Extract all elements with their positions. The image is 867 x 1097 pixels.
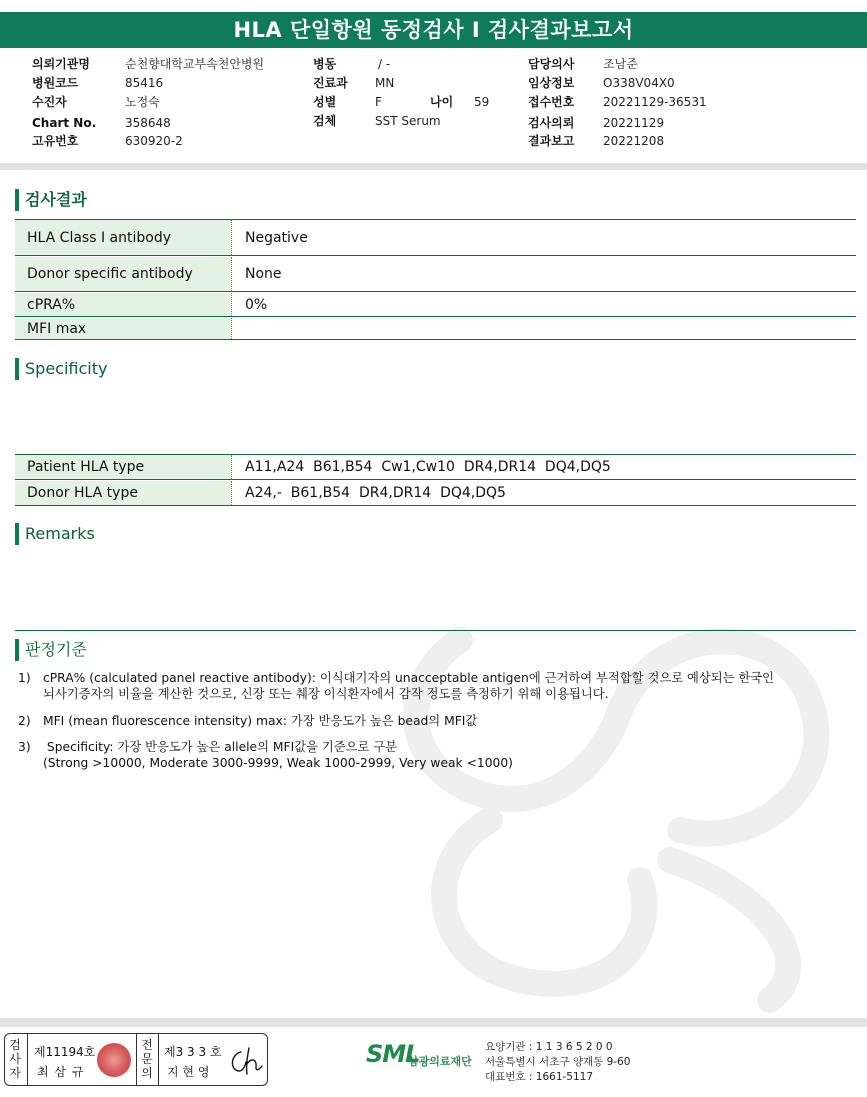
ward-value: / -	[378, 57, 391, 71]
doctor-value: 조남준	[603, 57, 638, 71]
chart-no-value: 358648	[125, 116, 171, 130]
patient-name-value: 노정숙	[125, 95, 160, 109]
specimen-value: SST Serum	[375, 114, 441, 128]
examiner-license-no: 제11194호	[34, 1045, 96, 1059]
criteria-number: 3)	[18, 740, 31, 754]
specimen-label: 검체	[313, 114, 337, 128]
results-heading: 검사결과	[15, 189, 87, 211]
footer-divider	[0, 1018, 867, 1027]
clinical-info-value: O338V04X0	[603, 76, 675, 90]
examiner-seal	[97, 1043, 131, 1077]
approver-license-no: 제3 3 3 호	[164, 1045, 222, 1059]
institution-code: 요양기관 : 1 1 3 6 5 2 0 0	[485, 1041, 613, 1053]
sex-value: F	[375, 95, 382, 109]
unique-no-value: 630920-2	[125, 134, 183, 148]
criteria-number: 2)	[18, 714, 31, 728]
signature-separator	[158, 1034, 159, 1085]
result-value: Negative	[245, 229, 308, 246]
watermark-logo	[340, 560, 860, 1020]
table-row	[15, 455, 856, 480]
report-date-value: 20221208	[603, 134, 665, 148]
report-date-label: 결과보고	[528, 134, 575, 148]
examiner-name: 최 삼 규	[37, 1065, 85, 1079]
criteria-heading: 판정기준	[15, 639, 87, 661]
report-title: HLA 단일항원 동정검사 I 검사결과보고서	[233, 18, 634, 42]
department-value: MN	[375, 76, 395, 90]
organization-address: 서울특별시 서초구 양재동 9-60	[485, 1056, 631, 1068]
sex-label: 성별	[313, 95, 337, 109]
examiner-label: 검 사 자	[9, 1038, 21, 1080]
department-label: 진료과	[313, 76, 348, 90]
age-label: 나이	[430, 95, 454, 109]
receipt-no-value: 20221129-36531	[603, 95, 707, 109]
signature-box	[4, 1033, 268, 1086]
hospital-code-value: 85416	[125, 76, 164, 90]
request-date-value: 20221129	[603, 116, 665, 130]
table-row	[15, 257, 856, 292]
result-value	[232, 318, 856, 339]
criteria-item	[18, 739, 838, 773]
table-row	[15, 481, 856, 506]
approver-signature	[227, 1044, 265, 1078]
hla-type-value: A11,A24 B61,B54 Cw1,Cw10 DR4,DR14 DQ4,DQ5	[245, 459, 611, 475]
sml-logo: SML	[366, 1040, 420, 1068]
organization-phone: 대표번호 : 1661-5117	[485, 1071, 594, 1083]
clinical-info-label: 임상정보	[528, 76, 575, 90]
unique-no-label: 고유번호	[32, 134, 79, 148]
organization-info	[485, 1040, 630, 1085]
remarks-bottom-line	[15, 630, 856, 631]
organization-name: 삼광의료재단	[408, 1055, 472, 1068]
chart-no-label: Chart No.	[32, 116, 97, 130]
requesting-institution-value: 순천향대학교부속천안병원	[125, 57, 265, 71]
criteria-item	[18, 713, 838, 731]
result-value: 0%	[245, 296, 268, 313]
approver-name: 지 현 영	[167, 1065, 210, 1079]
table-row	[15, 293, 856, 317]
request-date-label: 검사의뢰	[528, 116, 575, 130]
table-row	[15, 220, 856, 256]
receipt-no-label: 접수번호	[528, 95, 575, 109]
criteria-number: 1)	[18, 671, 31, 685]
criteria-text: Specificity: 가장 반응도가 높은 allele의 MFI값을 기준으로 구분 (Strong >10000, Moderate 3000-9999, Weak 1000-2999, Very weak <1000)	[43, 740, 513, 770]
table-row	[15, 318, 856, 340]
criteria-text: cPRA% (calculated panel reactive antibody): 이식대기자의 unacceptable antigen에 근거하여 부적합할 것으로 예상되는 한국인 뇌사기증자의 비율을 계산한 것으로, 신장 또는 췌장 이식환자에서 감작 정도를 측정하기 위해 이용됩니다.	[43, 671, 775, 701]
signature-separator	[136, 1034, 137, 1085]
patient-name-label: 수진자	[32, 95, 67, 109]
criteria-text: MFI (mean fluorescence intensity) max: 가장 반응도가 높은 bead의 MFI값	[43, 714, 478, 728]
remarks-heading: Remarks	[15, 523, 95, 545]
result-key: MFI max	[15, 318, 232, 339]
requesting-institution-label: 의뢰기관명	[32, 57, 90, 71]
doctor-label: 담당의사	[528, 57, 575, 71]
ward-label: 병동	[313, 57, 337, 71]
approver-label: 전 문 의	[141, 1038, 153, 1080]
result-key: HLA Class I antibody	[15, 220, 232, 255]
criteria-item	[18, 670, 838, 704]
signature-separator	[27, 1034, 28, 1085]
result-value: None	[245, 266, 282, 282]
hospital-code-label: 병원코드	[32, 76, 79, 90]
hla-type-key: Donor HLA type	[15, 481, 232, 505]
hla-type-key: Patient HLA type	[15, 455, 232, 479]
age-value: 59	[474, 95, 490, 109]
report-title-bar	[0, 12, 867, 48]
result-key: cPRA%	[15, 293, 232, 316]
hla-type-value: A24,- B61,B54 DR4,DR14 DQ4,DQ5	[245, 485, 506, 501]
specificity-heading: Specificity	[15, 358, 107, 380]
patient-info	[0, 55, 867, 155]
header-divider	[0, 163, 867, 170]
result-key: Donor specific antibody	[15, 257, 232, 291]
